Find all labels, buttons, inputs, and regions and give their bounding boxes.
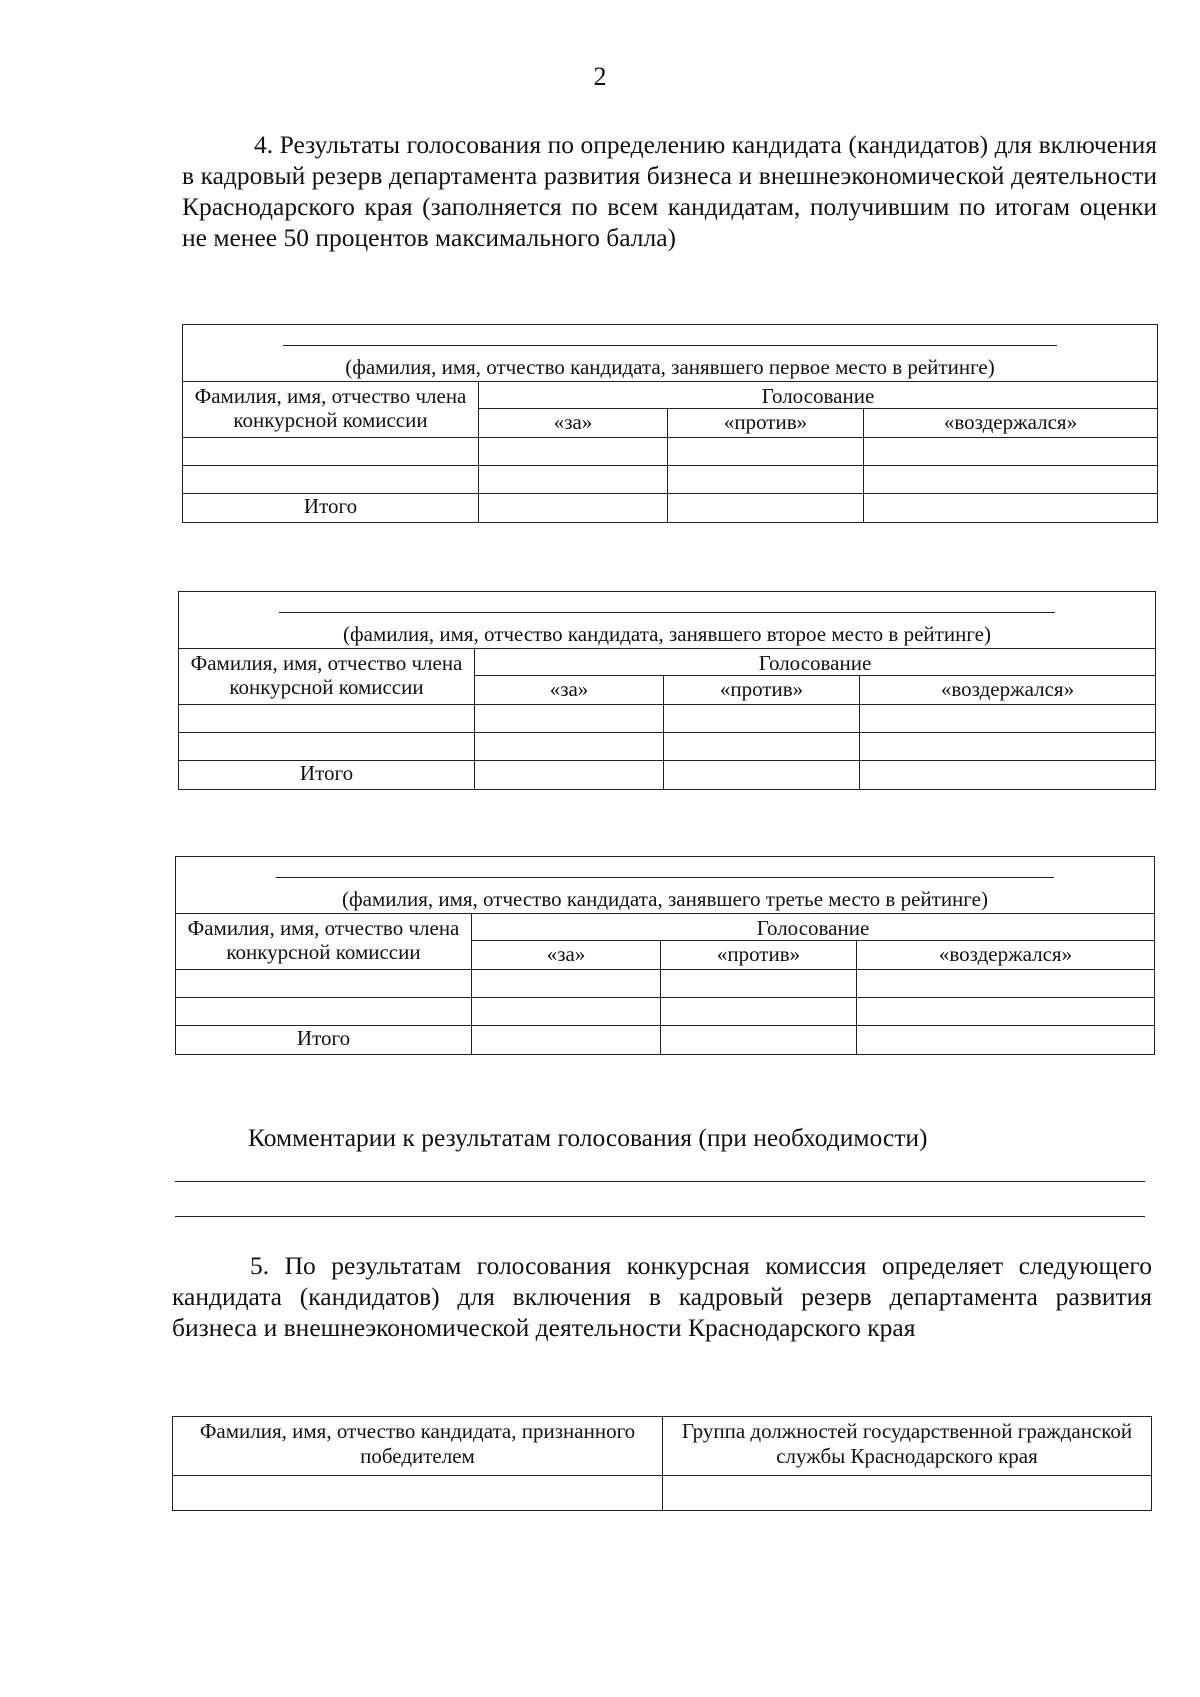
- vote-table-first-place: [182, 324, 1158, 523]
- winner-table: [172, 1416, 1152, 1511]
- comment-line[interactable]: [175, 1181, 1145, 1182]
- candidate-caption: (фамилия, имя, отчество кандидата, занявшего второе место в рейтинге): [343, 622, 991, 646]
- vote-abstain-cell[interactable]: [857, 970, 1155, 998]
- vote-abstain-cell[interactable]: [857, 998, 1155, 1026]
- total-abstain-cell[interactable]: [860, 761, 1156, 790]
- table-row: [179, 705, 1156, 733]
- vote-abstain-cell[interactable]: [860, 733, 1156, 761]
- member-name-cell[interactable]: [179, 733, 475, 761]
- table-row: [173, 1476, 1152, 1511]
- vote-for-cell[interactable]: [472, 998, 661, 1026]
- table-row: [179, 733, 1156, 761]
- candidate-caption: (фамилия, имя, отчество кандидата, занявшего первое место в рейтинге): [345, 355, 995, 379]
- member-name-cell[interactable]: [176, 970, 472, 998]
- vote-for-cell[interactable]: [479, 438, 668, 466]
- total-abstain-cell[interactable]: [857, 1026, 1155, 1055]
- voting-header: Голосование: [475, 649, 1156, 676]
- total-abstain-cell[interactable]: [864, 494, 1158, 523]
- total-against-cell[interactable]: [668, 494, 864, 523]
- vote-against-cell[interactable]: [664, 705, 860, 733]
- section-5-paragraph: 5. По результатам голосования конкурсная комиссия определяет следующего кандидата (кандидатов) для включения в кадровый резерв департамента развития бизнеса и внешнеэкономической деятельности Краснодарского края: [172, 1251, 1152, 1342]
- member-header: Фамилия, имя, отчество члена конкурсной комиссии: [176, 914, 472, 970]
- option-for: «за»: [479, 409, 668, 438]
- vote-table-second-place: [178, 591, 1156, 790]
- member-name-cell[interactable]: [183, 466, 479, 494]
- table-row: [183, 438, 1158, 466]
- candidate-name-cell[interactable]: [179, 592, 1156, 649]
- option-for: «за»: [472, 941, 661, 970]
- candidate-name-cell[interactable]: [183, 325, 1158, 382]
- option-against: «против»: [668, 409, 864, 438]
- total-against-cell[interactable]: [664, 761, 860, 790]
- candidate-caption: (фамилия, имя, отчество кандидата, занявшего третье место в рейтинге): [342, 887, 988, 911]
- vote-against-cell[interactable]: [664, 733, 860, 761]
- vote-table-third-place: [175, 856, 1155, 1055]
- winner-name-header: Фамилия, имя, отчество кандидата, признанного победителем: [173, 1417, 663, 1476]
- member-name-cell[interactable]: [179, 705, 475, 733]
- vote-for-cell[interactable]: [479, 466, 668, 494]
- table-row: [183, 466, 1158, 494]
- total-label: Итого: [176, 1026, 472, 1055]
- option-for: «за»: [475, 676, 664, 705]
- voting-header: Голосование: [479, 382, 1158, 409]
- option-abstain: «воздержался»: [860, 676, 1156, 705]
- comment-line[interactable]: [175, 1216, 1145, 1217]
- option-against: «против»: [664, 676, 860, 705]
- vote-against-cell[interactable]: [661, 970, 857, 998]
- position-group-cell[interactable]: [663, 1476, 1152, 1511]
- position-group-header: Группа должностей государственной гражданской службы Краснодарского края: [663, 1417, 1152, 1476]
- table-row: [176, 970, 1155, 998]
- vote-against-cell[interactable]: [661, 998, 857, 1026]
- option-abstain: «воздержался»: [857, 941, 1155, 970]
- total-for-cell[interactable]: [475, 761, 664, 790]
- total-label: Итого: [183, 494, 479, 523]
- vote-against-cell[interactable]: [668, 438, 864, 466]
- total-for-cell[interactable]: [479, 494, 668, 523]
- member-name-cell[interactable]: [176, 998, 472, 1026]
- vote-for-cell[interactable]: [472, 970, 661, 998]
- comments-label: Комментарии к результатам голосования (при необходимости): [248, 1123, 928, 1152]
- vote-abstain-cell[interactable]: [860, 705, 1156, 733]
- candidate-name-line: [283, 345, 1057, 346]
- candidate-name-cell[interactable]: [176, 857, 1155, 914]
- section-4-paragraph: 4. Результаты голосования по определению кандидата (кандидатов) для включения в кадровый резерв департамента развития бизнеса и внешнеэкономической деятельности Краснодарского края (заполняется по всем кандидатам, получившим по итогам оценки не менее 50 процентов максимального балла): [182, 130, 1157, 252]
- voting-header: Голосование: [472, 914, 1155, 941]
- member-header: Фамилия, имя, отчество члена конкурсной комиссии: [183, 382, 479, 438]
- total-for-cell[interactable]: [472, 1026, 661, 1055]
- total-against-cell[interactable]: [661, 1026, 857, 1055]
- vote-for-cell[interactable]: [475, 733, 664, 761]
- winner-name-cell[interactable]: [173, 1476, 663, 1511]
- candidate-name-line: [279, 612, 1055, 613]
- page-number: 2: [593, 62, 607, 91]
- total-label: Итого: [179, 761, 475, 790]
- candidate-name-line: [276, 877, 1054, 878]
- member-header: Фамилия, имя, отчество члена конкурсной комиссии: [179, 649, 475, 705]
- member-name-cell[interactable]: [183, 438, 479, 466]
- vote-for-cell[interactable]: [475, 705, 664, 733]
- vote-abstain-cell[interactable]: [864, 438, 1158, 466]
- vote-against-cell[interactable]: [668, 466, 864, 494]
- table-row: [176, 998, 1155, 1026]
- vote-abstain-cell[interactable]: [864, 466, 1158, 494]
- option-against: «против»: [661, 941, 857, 970]
- option-abstain: «воздержался»: [864, 409, 1158, 438]
